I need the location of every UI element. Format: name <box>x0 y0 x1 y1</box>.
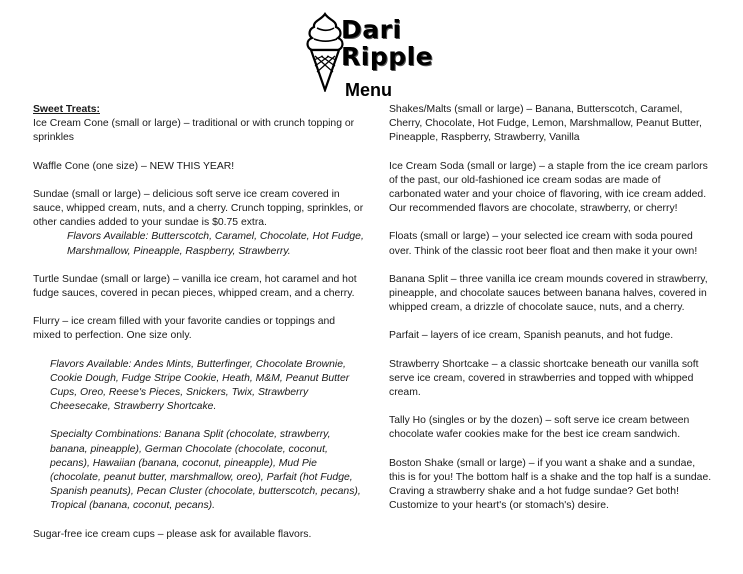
brand-line-2: Ripple <box>341 42 434 71</box>
flurry-flavors: Flavors Available: Andes Mints, Butterfinger, Chocolate Brownie, Cookie Dough, Fudge Stripe Cookie, Heath, M&M, Peanut Butter Cups, Oreo, Reese's Pieces, Snickers, Twix, Strawberry Cheesecake, Strawberry Shortcake. <box>50 358 350 413</box>
item-sugar-free: Sugar-free ice cream cups – please ask for available flavors. <box>33 528 312 540</box>
item-banana-split: Banana Split – three vanilla ice cream mounds covered in strawberry, pineapple, and chocolate sauces between banana halves, covered in whipped cream, a drizzle of chocolate sauce, nuts, and a cherry. <box>389 273 708 314</box>
item-ice-cream-cone: Ice Cream Cone (small or large) – traditional or with crunch topping or sprinkles <box>33 118 355 144</box>
item-strawberry-shortcake: Strawberry Shortcake – a classic shortcake beneath our vanilla soft serve ice cream, covered in strawberries and topped with whipped cream. <box>389 358 699 399</box>
left-column <box>33 103 365 556</box>
item-boston-shake: Boston Shake (small or large) – if you want a shake and a sundae, this is for you! The bottom half is a shake and the top half is a sundae. Craving a strawberry shake and a hot fudge sundae? Get both! Customize to your heart's (or stomach's) desire. <box>389 457 712 512</box>
sundae-flavors: Flavors Available: Butterscotch, Caramel, Chocolate, Hot Fudge, Marshmallow, Pineapple, Raspberry, Strawberry. <box>67 231 364 257</box>
item-tally-ho: Tally Ho (singles or by the dozen) – soft serve ice cream between chocolate wafer cookies make for the best ice cream sandwich. <box>389 415 690 441</box>
item-shakes-malts: Shakes/Malts (small or large) – Banana, Butterscotch, Caramel, Cherry, Chocolate, Hot Fudge, Lemon, Marshmallow, Peanut Butter, Pineapple, Raspberry, Strawberry, Vanilla <box>389 104 702 144</box>
item-flurry: Flurry – ice cream filled with your favorite candies or toppings and mixed to perfection. One size only. <box>33 316 336 342</box>
item-sundae: Sundae (small or large) – delicious soft serve ice cream covered in sauce, whipped cream, nuts, and a cherry. Crunch topping, sprinkles, or other candies added to your sundae is $0.75 extra. <box>33 188 364 229</box>
item-waffle-cone: Waffle Cone (one size) – NEW THIS YEAR! <box>33 160 235 172</box>
specialty-combinations: Specialty Combinations: Banana Split (chocolate, strawberry, banana, pineapple), German Chocolate (chocolate, coconut, pecans), Hawaiian (banana, coconut, pineapple), Mud Pie (chocolate, peanut butter, marshmallow, oreo), Parfait (hot Fudge, Spanish peanuts), Pecan Cluster (chocolate, butterscotch, pecans), Tropical (banana, coconut, pecans). <box>50 429 361 512</box>
brand-line-1: Dari <box>341 15 402 44</box>
brand-name <box>341 16 451 70</box>
section-heading: Sweet Treats: <box>33 104 100 115</box>
page-title: Menu <box>345 80 392 100</box>
right-column <box>389 103 714 527</box>
item-ice-cream-soda: Ice Cream Soda (small or large) – a staple from the ice cream parlors of the past, our old-fashioned ice cream sodas are made of carbonated water and your choice of flavoring, with ice cream added. Our recommended flavors are chocolate, strawberry, or cherry! <box>389 160 708 215</box>
item-parfait: Parfait – layers of ice cream, Spanish peanuts, and hot fudge. <box>389 330 674 342</box>
item-floats: Floats (small or large) – your selected ice cream with soda poured over. Think of the classic root beer float and then make it your own! <box>389 231 698 257</box>
item-turtle-sundae: Turtle Sundae (small or large) – vanilla ice cream, hot caramel and hot fudge sauces, covered in pecan pieces, whipped cream, and a cherry. <box>33 273 357 300</box>
